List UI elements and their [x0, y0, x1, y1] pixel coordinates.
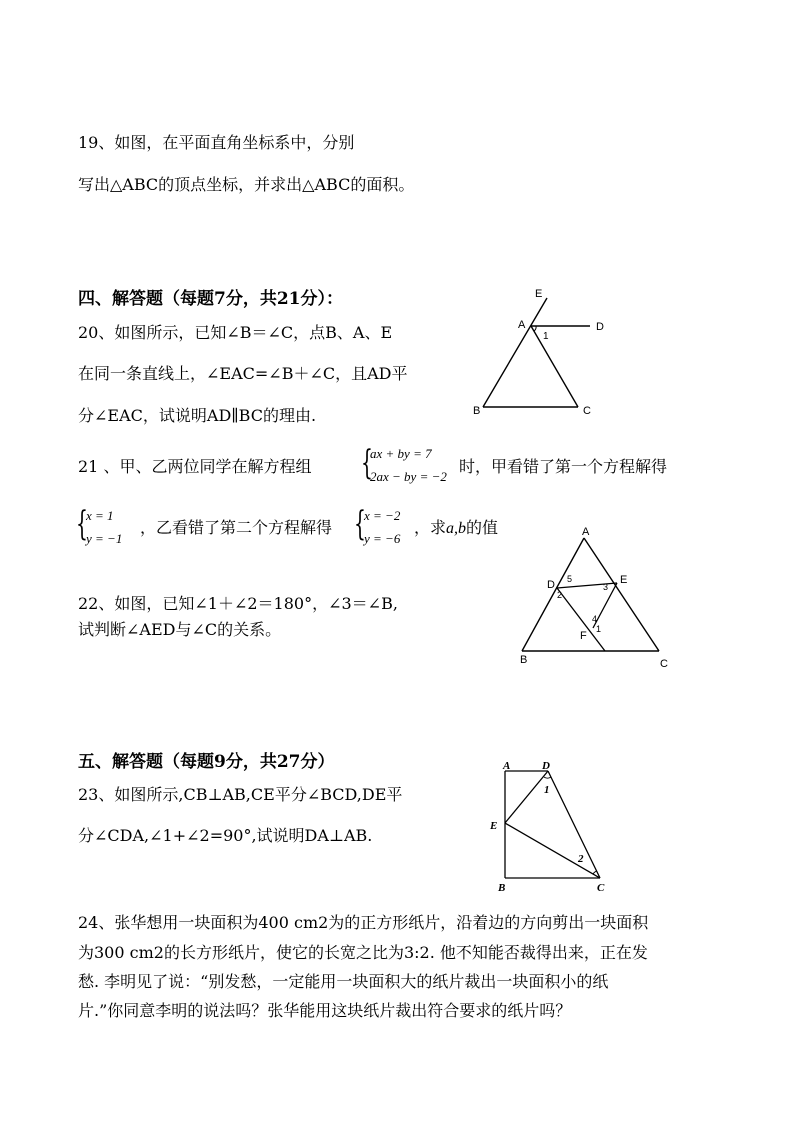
q24-line2: 为300 cm2的长方形纸片，使它的长宽之比为3:2. 他不知能否裁得出来，正在发 — [78, 943, 648, 962]
q23-label-a: A — [503, 760, 511, 772]
section5-title: 五、解答题（每题9分，共27分） — [78, 752, 335, 772]
q23-line-de — [505, 771, 548, 823]
q22-label-4: 4 — [592, 614, 598, 624]
q22-label-c: C — [660, 658, 668, 670]
section4-title: 四、解答题（每题7分，共21分）： — [78, 289, 343, 309]
q21-system-brace: { — [361, 443, 373, 483]
q21-jia-y: y = −1 — [86, 531, 123, 546]
q22-label-e: E — [620, 574, 628, 586]
q23-label-1: 1 — [544, 784, 550, 796]
q19-line1: 19、如图，在平面直角坐标系中，分别 — [78, 133, 355, 152]
q22-label-b: B — [520, 654, 528, 666]
q21-suffix-b: 的值 — [466, 518, 499, 537]
q20-line3: 分∠EAC，试说明AD∥BC的理由. — [78, 406, 317, 425]
q21-suffix-a: ，求 — [414, 518, 447, 537]
q23-angle-arc-1 — [544, 777, 551, 778]
q23-line1: 23、如图所示,CB⊥AB,CE平分∠BCD,DE平 — [78, 785, 403, 804]
q23-label-2: 2 — [578, 853, 584, 865]
q19-line2: 写出△ABC的顶点坐标，并求出△ABC的面积。 — [78, 175, 415, 194]
q23-line-dc — [548, 771, 600, 878]
q22-line1: 22、如图，已知∠1＋∠2＝180°，∠3＝∠B, — [78, 594, 398, 613]
q22-label-2: 2 — [557, 590, 563, 600]
q20-line1: 20、如图所示，已知∠B＝∠C，点B、A、E — [78, 323, 393, 342]
q21-prefix: 21 、甲、乙两位同学在解方程组 — [78, 457, 312, 476]
q22-label-3: 3 — [603, 582, 609, 592]
q20-label-d: D — [596, 321, 604, 333]
q21-jia-x: x = 1 — [86, 508, 114, 523]
q21-yi-y: y = −6 — [364, 531, 401, 546]
q21-vars: a,b — [446, 520, 467, 537]
q21-system-eq1: ax + by = 7 — [370, 446, 432, 461]
q21-mid1: 时，甲看错了第一个方程解得 — [459, 457, 668, 476]
q21-jia-brace: { — [76, 504, 88, 544]
q22-label-5: 5 — [567, 574, 573, 584]
q22-label-d: D — [547, 579, 555, 591]
q23-angle-arc-2 — [593, 871, 597, 874]
q20-label-b: B — [473, 405, 481, 417]
q23-line-ec — [505, 823, 600, 878]
q20-label-1: 1 — [543, 331, 549, 342]
q21-mid2: ，乙看错了第二个方程解得 — [140, 518, 333, 537]
q20-label-c: C — [583, 405, 591, 417]
q24-line4: 片.”你同意李明的说法吗？张华能用这块纸片裁出符合要求的纸片吗？ — [78, 1001, 572, 1020]
q20-line2: 在同一条直线上，∠EAC=∠B＋∠C，且AD平 — [78, 364, 408, 383]
q21-yi-x: x = −2 — [364, 508, 401, 523]
q23-label-b: B — [498, 882, 506, 894]
q21-system-eq2: 2ax − by = −2 — [370, 469, 447, 484]
q21-yi-brace: { — [354, 504, 366, 544]
q22-label-1: 1 — [596, 624, 602, 634]
q24-line3: 愁. 李明见了说：“别发愁，一定能用一块面积大的纸片裁出一块面积小的纸 — [78, 972, 609, 991]
q23-label-e: E — [490, 820, 498, 832]
q22-label-a: A — [582, 526, 590, 538]
q22-label-f: F — [580, 630, 587, 642]
q23-label-c: C — [597, 882, 605, 894]
q23-line2: 分∠CDA,∠1+∠2=90°,试说明DA⊥AB. — [78, 826, 373, 845]
q22-line2: 试判断∠AED与∠C的关系。 — [78, 620, 282, 639]
q24-line1: 24、张华想用一块面积为400 cm2为的正方形纸片，沿着边的方向剪出一块面积 — [78, 913, 649, 932]
q20-label-a: A — [518, 319, 526, 331]
q20-label-e: E — [535, 288, 543, 300]
q23-label-d: D — [542, 760, 550, 772]
